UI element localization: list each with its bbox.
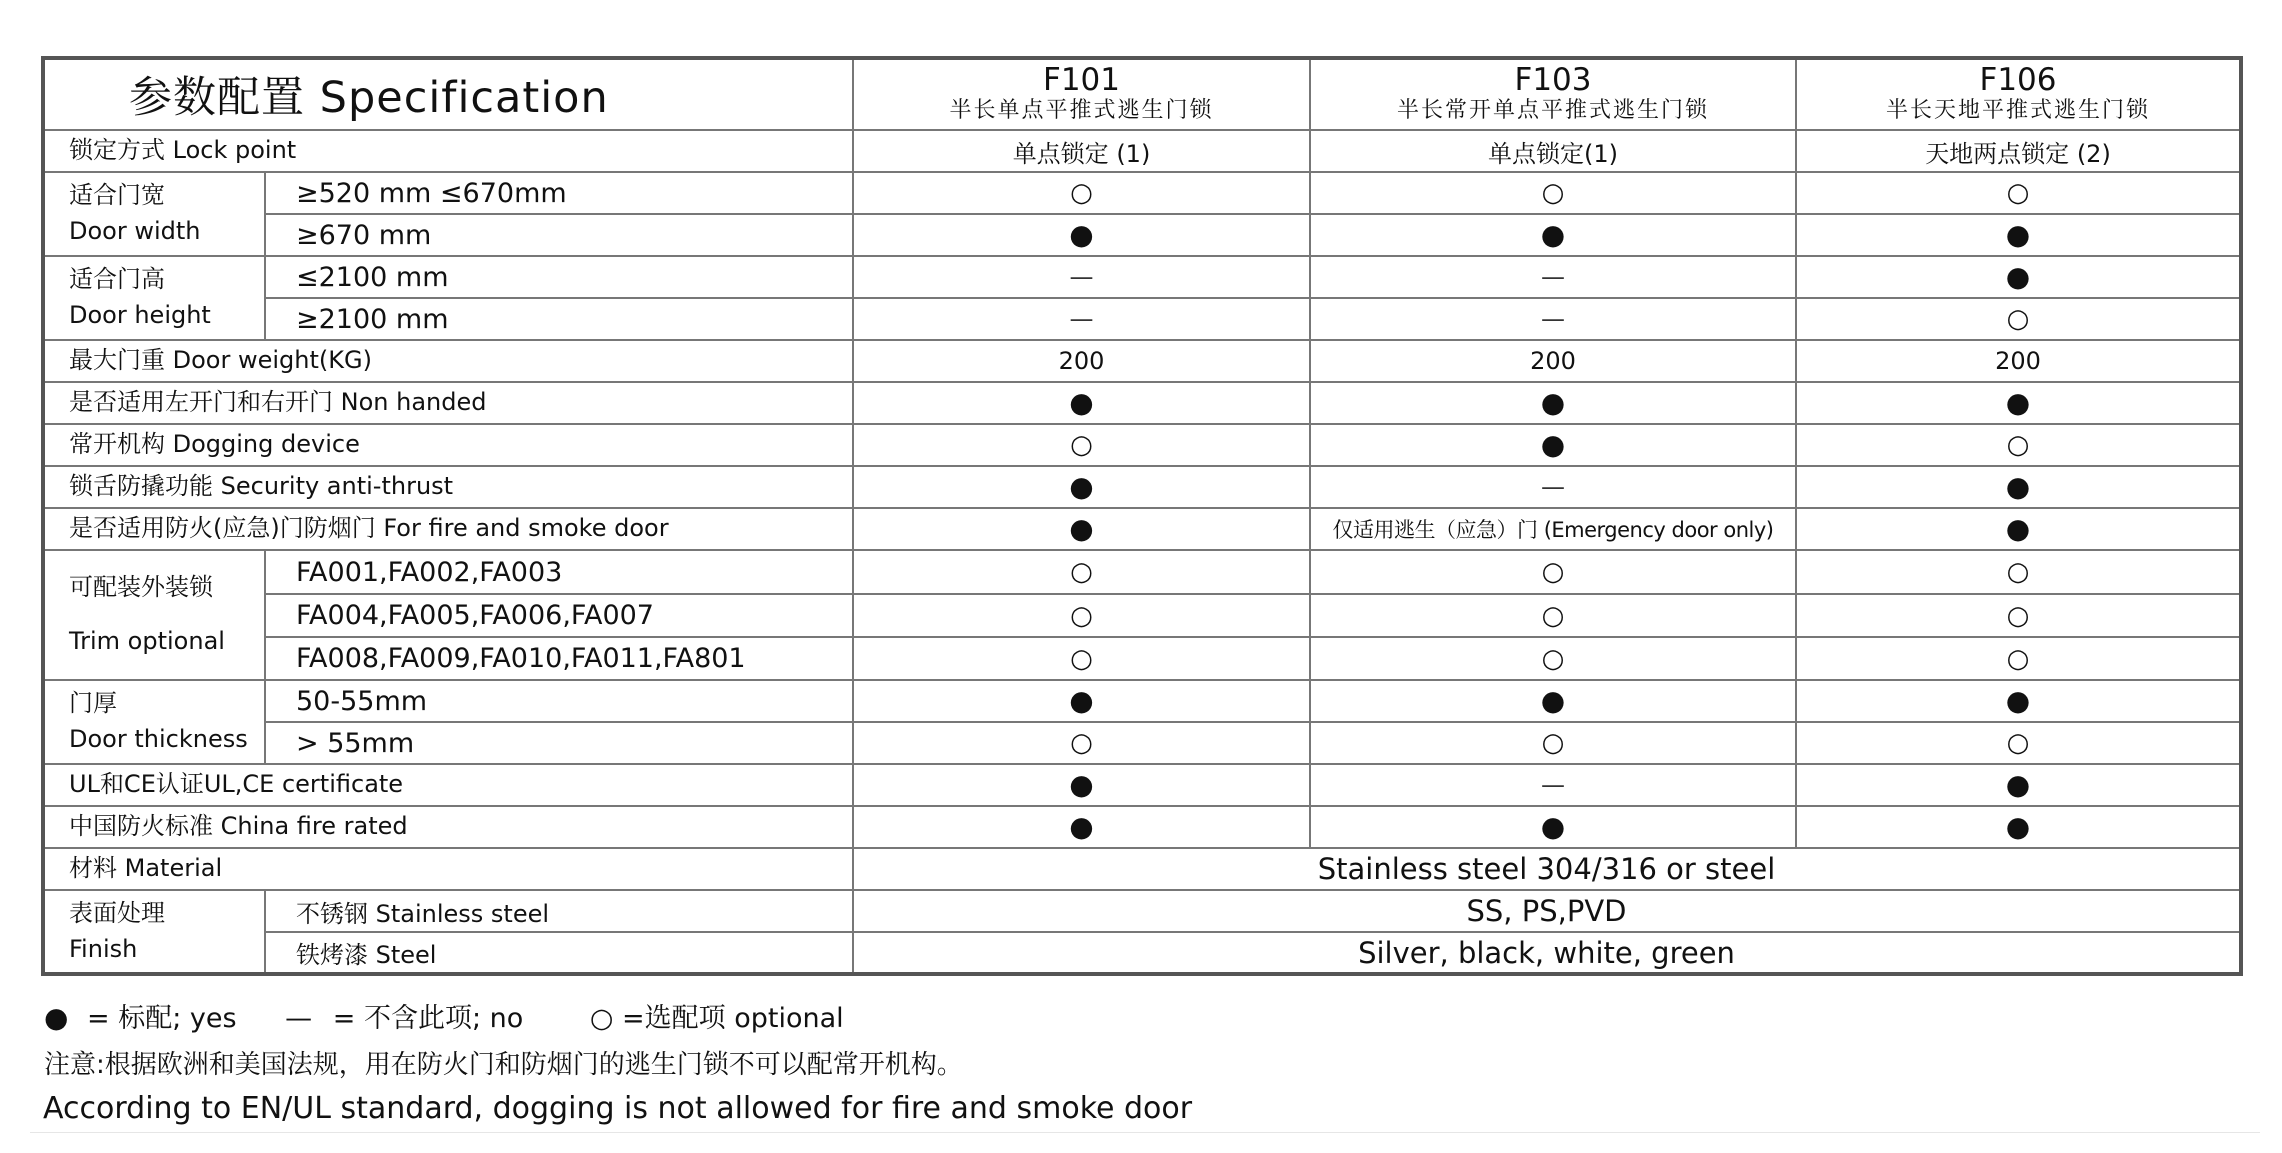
sub-label: ≤2100 mm (265, 256, 853, 298)
standard-mark: ● (1069, 767, 1094, 801)
table-row (43, 466, 2241, 508)
legend-optional-symbol: ○ (589, 1003, 614, 1034)
sub-label: 铁烤漆 Steel (265, 932, 853, 974)
standard-mark: ● (1540, 809, 1566, 843)
sub-label: ≥520 mm ≤670mm (265, 172, 853, 214)
cell-value: 天地两点锁定 (2) (1796, 130, 2241, 172)
table-row (43, 172, 2241, 214)
table-row (43, 214, 2241, 256)
optional-mark: ○ (1070, 643, 1093, 674)
sub-label: 不锈钢 Stainless steel (265, 890, 853, 932)
specification-table (41, 56, 2243, 976)
standard-mark: ● (1540, 217, 1566, 251)
table-row (43, 298, 2241, 340)
table-row (43, 764, 2241, 806)
cell-value: 200 (1310, 340, 1796, 382)
group-label-door-height (43, 256, 265, 340)
standard-mark: ● (1069, 217, 1094, 251)
group-label-trim (43, 550, 265, 680)
note-english: According to EN/UL standard, dogging is not allowed for fire and smoke door (43, 1091, 1193, 1126)
standard-mark: ● (2005, 767, 2031, 801)
table-row (43, 256, 2241, 298)
label-en: Trim optional (69, 627, 225, 655)
table-title-cell (43, 58, 853, 130)
table-row (43, 848, 2241, 890)
table-row (43, 340, 2241, 382)
cell-value: 200 (1796, 340, 2241, 382)
standard-mark: ● (1540, 427, 1566, 461)
standard-mark: ● (1540, 385, 1566, 419)
standard-mark: ● (2005, 469, 2031, 503)
not-applicable-mark: — (1541, 263, 1565, 291)
legend (44, 996, 844, 1035)
row-label: 是否适用防火(应急)门防烟门 For fire and smoke door (43, 508, 853, 550)
row-label: 是否适用左开门和右开门 Non handed (43, 382, 853, 424)
legend-optional-text: =选配项 optional (622, 1003, 844, 1034)
optional-mark: ○ (2006, 643, 2030, 674)
optional-mark: ○ (2006, 304, 2030, 334)
group-label-door-width (43, 172, 265, 256)
row-label: 材料 Material (43, 848, 853, 890)
row-label: UL和CE认证UL,CE certificate (43, 764, 853, 806)
legend-no-symbol: — (285, 1003, 313, 1034)
optional-mark: ○ (1070, 430, 1093, 460)
standard-mark: ● (1069, 469, 1094, 503)
row-label: 锁定方式 Lock point (43, 130, 853, 172)
table-row (43, 382, 2241, 424)
not-applicable-mark: — (1069, 263, 1094, 291)
standard-mark: ● (2005, 217, 2031, 251)
optional-mark: ○ (2006, 178, 2030, 208)
finish-value: SS, PS,PVD (853, 890, 2241, 932)
label-en: Door width (69, 217, 201, 245)
sub-label: 50-55mm (265, 680, 853, 722)
optional-mark: ○ (1070, 557, 1093, 587)
row-label: 中国防火标准 China fire rated (43, 806, 853, 848)
optional-mark: ○ (2006, 430, 2030, 460)
sub-label: ≥670 mm (265, 214, 853, 256)
model-name: 半长单点平推式逃生门锁 (949, 98, 1214, 124)
label-cn: 适合门高 (69, 265, 165, 294)
group-label-door-thickness (43, 680, 265, 764)
label-en: Finish (69, 934, 138, 963)
row-label: 锁舌防撬功能 Security anti-thrust (43, 466, 853, 508)
table-row (43, 550, 2241, 594)
model-header-f101 (853, 58, 1310, 130)
row-label: 常开机构 Dogging device (43, 424, 853, 466)
model-code: F106 (1979, 62, 2057, 99)
model-name: 半长天地平推式逃生门锁 (1885, 98, 2150, 124)
standard-mark: ● (1540, 683, 1566, 717)
table-title: 参数配置 Specification (129, 73, 609, 123)
finish-value: Silver, black, white, green (853, 932, 2241, 974)
standard-mark: ● (1069, 683, 1094, 717)
label-cn: 表面处理 (69, 898, 165, 927)
table-row (43, 890, 2241, 932)
not-applicable-mark: — (1541, 473, 1565, 501)
table-row (43, 508, 2241, 550)
optional-mark: ○ (1070, 600, 1093, 631)
sub-label: ≥2100 mm (265, 298, 853, 340)
label-en: Door height (69, 301, 211, 329)
cell-value: 单点锁定 (1) (853, 130, 1310, 172)
standard-mark: ● (1069, 511, 1094, 545)
row-label: 最大门重 Door weight(KG) (43, 340, 853, 382)
cell-value: 单点锁定(1) (1310, 130, 1796, 172)
divider (30, 1132, 2260, 1133)
standard-mark: ● (2005, 683, 2031, 717)
table-row (43, 806, 2241, 848)
note-chinese: 注意:根据欧洲和美国法规，用在防火门和防烟门的逃生门锁不可以配常开机构。 (44, 1050, 963, 1080)
group-label-finish (43, 890, 265, 974)
optional-mark: ○ (1541, 728, 1565, 758)
standard-mark: ● (2005, 809, 2031, 843)
label-cn: 可配装外装锁 (69, 573, 213, 602)
emergency-only-note: 仅适用逃生（应急）门 (Emergency door only) (1310, 508, 1796, 550)
legend-yes-text: = 标配; yes (87, 1003, 237, 1034)
legend-yes-symbol: ● (44, 1001, 69, 1034)
optional-mark: ○ (1541, 557, 1565, 587)
table-row (43, 594, 2241, 637)
optional-mark: ○ (1070, 178, 1093, 208)
optional-mark: ○ (1070, 728, 1093, 758)
optional-mark: ○ (2006, 728, 2030, 758)
sub-label: > 55mm (265, 722, 853, 764)
sub-label: FA001,FA002,FA003 (265, 550, 853, 594)
table-row (43, 932, 2241, 974)
standard-mark: ● (2005, 259, 2031, 293)
model-header-f106 (1796, 58, 2241, 130)
not-applicable-mark: — (1541, 305, 1565, 333)
material-value: Stainless steel 304/316 or steel (853, 848, 2241, 890)
sub-label: FA004,FA005,FA006,FA007 (265, 594, 853, 637)
header-row (43, 58, 2241, 130)
optional-mark: ○ (1541, 178, 1565, 208)
not-applicable-mark: — (1541, 771, 1565, 799)
model-code: F101 (1042, 62, 1120, 99)
table-row (43, 722, 2241, 764)
table-row (43, 637, 2241, 680)
label-cn: 适合门宽 (69, 181, 165, 210)
optional-mark: ○ (2006, 557, 2030, 587)
standard-mark: ● (2005, 511, 2031, 545)
label-cn: 门厚 (69, 689, 117, 718)
optional-mark: ○ (1541, 600, 1565, 631)
table-row (43, 424, 2241, 466)
model-header-f103 (1310, 58, 1796, 130)
standard-mark: ● (1069, 385, 1094, 419)
legend-no-text: = 不含此项; no (332, 1003, 524, 1034)
model-code: F103 (1514, 62, 1592, 99)
table-row (43, 680, 2241, 722)
not-applicable-mark: — (1069, 305, 1094, 333)
standard-mark: ● (2005, 385, 2031, 419)
table-row (43, 130, 2241, 172)
optional-mark: ○ (2006, 600, 2030, 631)
standard-mark: ● (1069, 809, 1094, 843)
label-en: Door thickness (69, 725, 248, 753)
cell-value: 200 (853, 340, 1310, 382)
model-name: 半长常开单点平推式逃生门锁 (1396, 98, 1709, 124)
optional-mark: ○ (1541, 643, 1565, 674)
sub-label: FA008,FA009,FA010,FA011,FA801 (265, 637, 853, 680)
